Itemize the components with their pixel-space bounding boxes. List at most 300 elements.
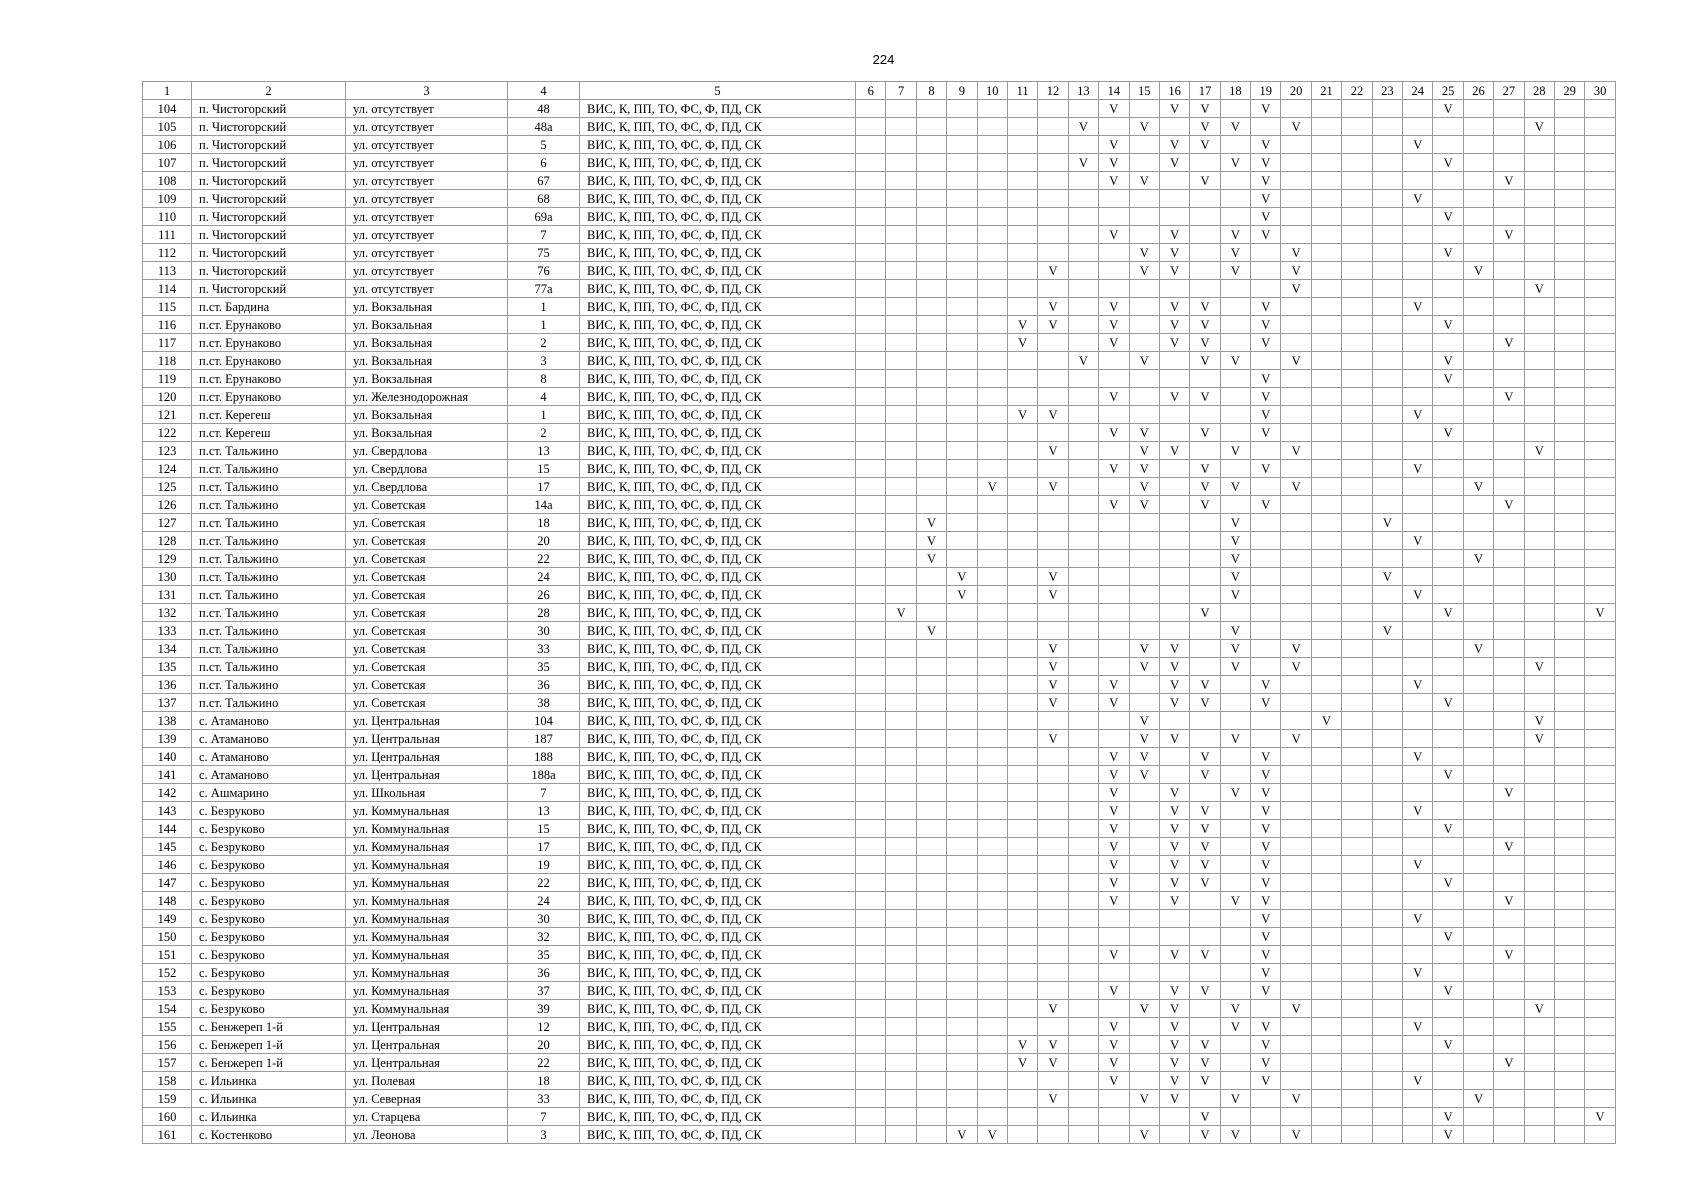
empty-cell	[1099, 280, 1129, 298]
street-name: ул. Советская	[346, 550, 508, 568]
row-number: 120	[143, 388, 192, 406]
empty-cell	[1068, 766, 1098, 784]
row-number: 122	[143, 424, 192, 442]
empty-cell	[1433, 712, 1463, 730]
check-mark-cell: V	[1190, 298, 1220, 316]
empty-cell	[947, 1036, 977, 1054]
empty-cell	[1342, 460, 1372, 478]
empty-cell	[1038, 244, 1068, 262]
empty-cell	[1585, 712, 1615, 730]
empty-cell	[1311, 334, 1341, 352]
work-codes: ВИС, К, ПП, ТО, ФС, Ф, ПД, СК	[580, 1000, 856, 1018]
check-mark-cell: V	[1038, 1090, 1068, 1108]
table-row	[143, 406, 1616, 424]
check-mark-cell: V	[1190, 478, 1220, 496]
empty-cell	[1494, 910, 1524, 928]
empty-cell	[1099, 190, 1129, 208]
empty-cell	[1554, 766, 1584, 784]
check-mark-cell: V	[1281, 1000, 1311, 1018]
empty-cell	[886, 244, 916, 262]
empty-cell	[1251, 262, 1281, 280]
empty-cell	[1494, 1036, 1524, 1054]
house-number: 3	[508, 1126, 580, 1144]
empty-cell	[856, 622, 886, 640]
empty-cell	[1372, 262, 1402, 280]
empty-cell	[1281, 532, 1311, 550]
empty-cell	[1220, 1108, 1250, 1126]
column-header: 4	[508, 82, 580, 100]
empty-cell	[1372, 370, 1402, 388]
check-mark-cell: V	[1281, 280, 1311, 298]
empty-cell	[856, 442, 886, 460]
empty-cell	[1463, 118, 1493, 136]
empty-cell	[1251, 568, 1281, 586]
empty-cell	[886, 874, 916, 892]
empty-cell	[1585, 838, 1615, 856]
table-row	[143, 946, 1616, 964]
check-mark-cell: V	[1038, 694, 1068, 712]
schedule-table-wrapper	[142, 81, 1616, 1144]
empty-cell	[1463, 784, 1493, 802]
empty-cell	[1372, 694, 1402, 712]
empty-cell	[1524, 964, 1554, 982]
check-mark-cell: V	[1403, 1018, 1433, 1036]
empty-cell	[1585, 154, 1615, 172]
street-name: ул. Вокзальная	[346, 424, 508, 442]
empty-cell	[1068, 1108, 1098, 1126]
check-mark-cell: V	[1099, 172, 1129, 190]
empty-cell	[1403, 640, 1433, 658]
check-mark-cell: V	[1372, 514, 1402, 532]
check-mark-cell: V	[1251, 406, 1281, 424]
empty-cell	[1403, 262, 1433, 280]
check-mark-cell: V	[1190, 802, 1220, 820]
empty-cell	[1554, 982, 1584, 1000]
check-mark-cell: V	[1129, 424, 1159, 442]
empty-cell	[1494, 712, 1524, 730]
check-mark-cell: V	[1251, 856, 1281, 874]
empty-cell	[1038, 100, 1068, 118]
street-name: ул. Советская	[346, 694, 508, 712]
empty-cell	[1342, 208, 1372, 226]
check-mark-cell: V	[1099, 100, 1129, 118]
empty-cell	[1403, 316, 1433, 334]
empty-cell	[1038, 928, 1068, 946]
empty-cell	[1251, 280, 1281, 298]
empty-cell	[977, 622, 1007, 640]
empty-cell	[1342, 640, 1372, 658]
empty-cell	[1463, 190, 1493, 208]
empty-cell	[1372, 532, 1402, 550]
empty-cell	[1524, 586, 1554, 604]
empty-cell	[886, 406, 916, 424]
empty-cell	[1129, 802, 1159, 820]
empty-cell	[1068, 928, 1098, 946]
work-codes: ВИС, К, ПП, ТО, ФС, Ф, ПД, СК	[580, 856, 856, 874]
check-mark-cell: V	[1129, 640, 1159, 658]
empty-cell	[1068, 658, 1098, 676]
empty-cell	[977, 964, 1007, 982]
check-mark-cell: V	[1159, 802, 1189, 820]
empty-cell	[1433, 856, 1463, 874]
check-mark-cell: V	[1190, 820, 1220, 838]
check-mark-cell: V	[1007, 334, 1037, 352]
empty-cell	[856, 352, 886, 370]
empty-cell	[916, 964, 946, 982]
row-number: 121	[143, 406, 192, 424]
empty-cell	[1007, 964, 1037, 982]
street-name: ул. Свердлова	[346, 442, 508, 460]
empty-cell	[1372, 298, 1402, 316]
street-name: ул. Коммунальная	[346, 982, 508, 1000]
empty-cell	[977, 748, 1007, 766]
empty-cell	[1554, 838, 1584, 856]
street-name: ул. Коммунальная	[346, 874, 508, 892]
empty-cell	[947, 478, 977, 496]
empty-cell	[1311, 748, 1341, 766]
street-name: ул. Коммунальная	[346, 928, 508, 946]
column-header: 7	[886, 82, 916, 100]
empty-cell	[1494, 802, 1524, 820]
empty-cell	[1311, 1018, 1341, 1036]
empty-cell	[1068, 208, 1098, 226]
check-mark-cell: V	[1038, 316, 1068, 334]
check-mark-cell: V	[1007, 1054, 1037, 1072]
check-mark-cell: V	[1433, 1126, 1463, 1144]
street-name: ул. Коммунальная	[346, 802, 508, 820]
empty-cell	[1220, 172, 1250, 190]
empty-cell	[886, 1072, 916, 1090]
empty-cell	[856, 136, 886, 154]
check-mark-cell: V	[1190, 316, 1220, 334]
empty-cell	[1585, 784, 1615, 802]
check-mark-cell: V	[1494, 172, 1524, 190]
empty-cell	[1007, 874, 1037, 892]
empty-cell	[1524, 748, 1554, 766]
empty-cell	[1068, 100, 1098, 118]
street-name: ул. Свердлова	[346, 460, 508, 478]
check-mark-cell: V	[1159, 100, 1189, 118]
empty-cell	[1433, 730, 1463, 748]
empty-cell	[1554, 1126, 1584, 1144]
place-name: п. Чистогорский	[192, 208, 346, 226]
empty-cell	[1342, 262, 1372, 280]
empty-cell	[947, 982, 977, 1000]
empty-cell	[1463, 838, 1493, 856]
empty-cell	[1190, 190, 1220, 208]
empty-cell	[1463, 298, 1493, 316]
empty-cell	[1220, 406, 1250, 424]
empty-cell	[886, 1108, 916, 1126]
empty-cell	[1220, 874, 1250, 892]
empty-cell	[1585, 820, 1615, 838]
row-number: 150	[143, 928, 192, 946]
empty-cell	[1099, 244, 1129, 262]
check-mark-cell: V	[1159, 442, 1189, 460]
empty-cell	[1372, 388, 1402, 406]
empty-cell	[1554, 1054, 1584, 1072]
empty-cell	[1403, 766, 1433, 784]
place-name: с. Атаманово	[192, 712, 346, 730]
empty-cell	[1190, 586, 1220, 604]
row-number: 109	[143, 190, 192, 208]
street-name: ул. Коммунальная	[346, 910, 508, 928]
check-mark-cell: V	[1433, 316, 1463, 334]
empty-cell	[1220, 280, 1250, 298]
check-mark-cell: V	[1159, 1000, 1189, 1018]
empty-cell	[1524, 604, 1554, 622]
empty-cell	[1372, 784, 1402, 802]
schedule-table	[142, 81, 1616, 1144]
empty-cell	[1494, 136, 1524, 154]
check-mark-cell: V	[1038, 298, 1068, 316]
empty-cell	[1068, 280, 1098, 298]
check-mark-cell: V	[1099, 424, 1129, 442]
row-number: 132	[143, 604, 192, 622]
check-mark-cell: V	[1251, 1072, 1281, 1090]
check-mark-cell: V	[1159, 226, 1189, 244]
row-number: 142	[143, 784, 192, 802]
place-name: п.ст. Тальжино	[192, 640, 346, 658]
street-name: ул. отсутствует	[346, 172, 508, 190]
empty-cell	[947, 892, 977, 910]
empty-cell	[856, 244, 886, 262]
empty-cell	[1494, 262, 1524, 280]
empty-cell	[1129, 280, 1159, 298]
empty-cell	[947, 820, 977, 838]
column-header: 28	[1524, 82, 1554, 100]
empty-cell	[916, 262, 946, 280]
empty-cell	[1585, 1000, 1615, 1018]
row-number: 126	[143, 496, 192, 514]
empty-cell	[856, 280, 886, 298]
row-number: 136	[143, 676, 192, 694]
empty-cell	[1281, 964, 1311, 982]
empty-cell	[916, 280, 946, 298]
check-mark-cell: V	[1251, 802, 1281, 820]
empty-cell	[1342, 658, 1372, 676]
house-number: 1	[508, 316, 580, 334]
empty-cell	[1068, 712, 1098, 730]
column-header: 25	[1433, 82, 1463, 100]
empty-cell	[886, 370, 916, 388]
empty-cell	[1159, 1126, 1189, 1144]
empty-cell	[1159, 424, 1189, 442]
empty-cell	[1524, 550, 1554, 568]
empty-cell	[1554, 748, 1584, 766]
house-number: 22	[508, 874, 580, 892]
empty-cell	[1372, 244, 1402, 262]
empty-cell	[1403, 946, 1433, 964]
row-number: 144	[143, 820, 192, 838]
empty-cell	[1311, 190, 1341, 208]
house-number: 1	[508, 406, 580, 424]
place-name: п.ст. Ерунаково	[192, 334, 346, 352]
empty-cell	[947, 748, 977, 766]
empty-cell	[1129, 838, 1159, 856]
empty-cell	[947, 532, 977, 550]
empty-cell	[1311, 1036, 1341, 1054]
empty-cell	[1585, 928, 1615, 946]
empty-cell	[1311, 946, 1341, 964]
empty-cell	[1585, 1090, 1615, 1108]
empty-cell	[1342, 676, 1372, 694]
empty-cell	[916, 334, 946, 352]
place-name: с. Бенжереп 1-й	[192, 1054, 346, 1072]
empty-cell	[1463, 496, 1493, 514]
place-name: с. Безруково	[192, 1000, 346, 1018]
empty-cell	[886, 784, 916, 802]
work-codes: ВИС, К, ПП, ТО, ФС, Ф, ПД, СК	[580, 1126, 856, 1144]
empty-cell	[1220, 982, 1250, 1000]
empty-cell	[1585, 262, 1615, 280]
work-codes: ВИС, К, ПП, ТО, ФС, Ф, ПД, СК	[580, 1054, 856, 1072]
table-row	[143, 244, 1616, 262]
empty-cell	[886, 190, 916, 208]
empty-cell	[1403, 1000, 1433, 1018]
check-mark-cell: V	[1220, 478, 1250, 496]
empty-cell	[1554, 478, 1584, 496]
empty-cell	[1524, 406, 1554, 424]
work-codes: ВИС, К, ПП, ТО, ФС, Ф, ПД, СК	[580, 100, 856, 118]
empty-cell	[1403, 244, 1433, 262]
house-number: 15	[508, 820, 580, 838]
empty-cell	[1007, 856, 1037, 874]
empty-cell	[1494, 964, 1524, 982]
empty-cell	[1159, 586, 1189, 604]
empty-cell	[977, 280, 1007, 298]
check-mark-cell: V	[1129, 1000, 1159, 1018]
empty-cell	[1463, 766, 1493, 784]
empty-cell	[1068, 532, 1098, 550]
empty-cell	[1311, 244, 1341, 262]
empty-cell	[1403, 1090, 1433, 1108]
empty-cell	[977, 694, 1007, 712]
empty-cell	[1585, 964, 1615, 982]
empty-cell	[1159, 352, 1189, 370]
empty-cell	[856, 370, 886, 388]
house-number: 7	[508, 226, 580, 244]
empty-cell	[1099, 712, 1129, 730]
empty-cell	[1311, 892, 1341, 910]
house-number: 17	[508, 838, 580, 856]
empty-cell	[1494, 928, 1524, 946]
empty-cell	[1433, 748, 1463, 766]
check-mark-cell: V	[1099, 298, 1129, 316]
empty-cell	[916, 802, 946, 820]
empty-cell	[916, 460, 946, 478]
empty-cell	[886, 658, 916, 676]
table-row	[143, 442, 1616, 460]
empty-cell	[1585, 1018, 1615, 1036]
work-codes: ВИС, К, ПП, ТО, ФС, Ф, ПД, СК	[580, 694, 856, 712]
empty-cell	[1311, 280, 1341, 298]
column-header: 1	[143, 82, 192, 100]
row-number: 152	[143, 964, 192, 982]
empty-cell	[1038, 388, 1068, 406]
empty-cell	[1554, 1018, 1584, 1036]
street-name: ул. Вокзальная	[346, 298, 508, 316]
check-mark-cell: V	[1251, 208, 1281, 226]
empty-cell	[947, 1018, 977, 1036]
check-mark-cell: V	[1007, 406, 1037, 424]
empty-cell	[977, 334, 1007, 352]
empty-cell	[1372, 820, 1402, 838]
empty-cell	[1190, 262, 1220, 280]
house-number: 1	[508, 298, 580, 316]
check-mark-cell: V	[1403, 802, 1433, 820]
empty-cell	[1007, 712, 1037, 730]
table-body	[143, 100, 1616, 1144]
empty-cell	[1494, 820, 1524, 838]
check-mark-cell: V	[1251, 892, 1281, 910]
work-codes: ВИС, К, ПП, ТО, ФС, Ф, ПД, СК	[580, 568, 856, 586]
work-codes: ВИС, К, ПП, ТО, ФС, Ф, ПД, СК	[580, 442, 856, 460]
empty-cell	[1494, 514, 1524, 532]
table-row	[143, 586, 1616, 604]
empty-cell	[1585, 676, 1615, 694]
empty-cell	[1463, 1126, 1493, 1144]
empty-cell	[1554, 604, 1584, 622]
check-mark-cell: V	[1159, 1036, 1189, 1054]
empty-cell	[977, 892, 1007, 910]
check-mark-cell: V	[1159, 946, 1189, 964]
empty-cell	[1372, 676, 1402, 694]
empty-cell	[1554, 352, 1584, 370]
check-mark-cell: V	[1311, 712, 1341, 730]
check-mark-cell: V	[1190, 604, 1220, 622]
empty-cell	[1220, 424, 1250, 442]
empty-cell	[1342, 802, 1372, 820]
empty-cell	[1007, 1072, 1037, 1090]
empty-cell	[977, 784, 1007, 802]
check-mark-cell: V	[1129, 244, 1159, 262]
check-mark-cell: V	[1251, 1054, 1281, 1072]
work-codes: ВИС, К, ПП, ТО, ФС, Ф, ПД, СК	[580, 280, 856, 298]
empty-cell	[1463, 388, 1493, 406]
check-mark-cell: V	[1433, 694, 1463, 712]
empty-cell	[1281, 190, 1311, 208]
empty-cell	[916, 856, 946, 874]
house-number: 28	[508, 604, 580, 622]
empty-cell	[886, 388, 916, 406]
empty-cell	[1524, 838, 1554, 856]
empty-cell	[1463, 802, 1493, 820]
house-number: 75	[508, 244, 580, 262]
house-number: 17	[508, 478, 580, 496]
check-mark-cell: V	[1403, 190, 1433, 208]
empty-cell	[1585, 334, 1615, 352]
check-mark-cell: V	[1251, 136, 1281, 154]
empty-cell	[1251, 730, 1281, 748]
empty-cell	[1159, 604, 1189, 622]
empty-cell	[947, 280, 977, 298]
empty-cell	[1524, 514, 1554, 532]
empty-cell	[1554, 568, 1584, 586]
empty-cell	[1220, 820, 1250, 838]
empty-cell	[886, 424, 916, 442]
row-number: 134	[143, 640, 192, 658]
empty-cell	[1433, 388, 1463, 406]
empty-cell	[1524, 532, 1554, 550]
check-mark-cell: V	[1281, 352, 1311, 370]
empty-cell	[1311, 730, 1341, 748]
row-number: 149	[143, 910, 192, 928]
empty-cell	[1342, 1072, 1372, 1090]
empty-cell	[1433, 676, 1463, 694]
empty-cell	[1159, 460, 1189, 478]
house-number: 39	[508, 1000, 580, 1018]
